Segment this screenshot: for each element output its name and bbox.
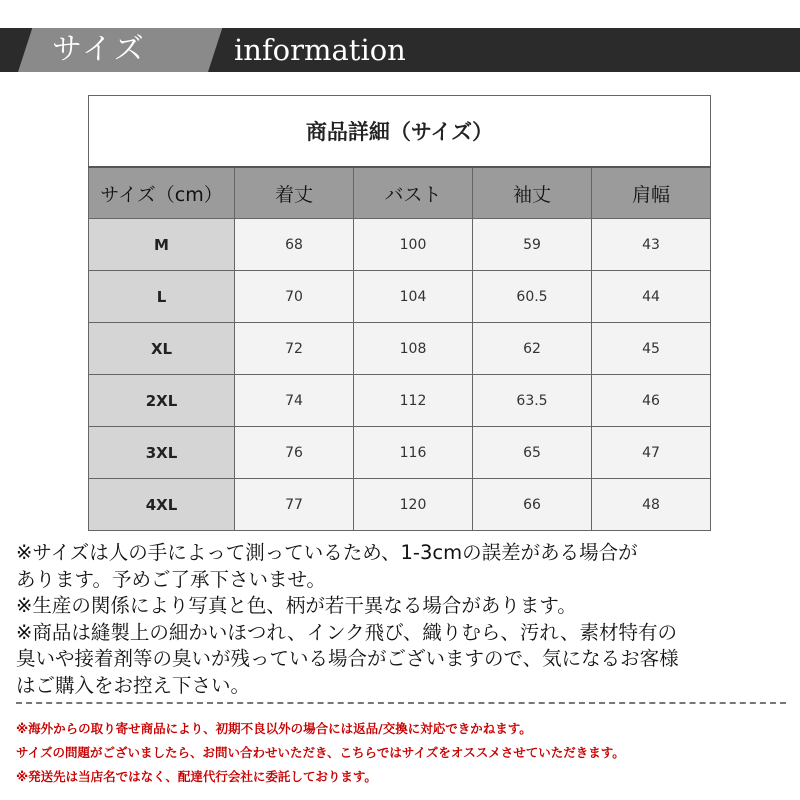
table-title: 商品詳細（サイズ） xyxy=(89,96,711,168)
column-header-shoulder: 肩幅 xyxy=(592,167,711,219)
bust-cell: 120 xyxy=(354,479,473,531)
sleeve-cell: 66 xyxy=(473,479,592,531)
shoulder-cell: 45 xyxy=(592,323,711,375)
warning-line: サイズの問題がございましたら、お問い合わせいただき、こちらではサイズをオススメさせていただきます。 xyxy=(16,745,625,760)
length-cell: 72 xyxy=(235,323,354,375)
bust-cell: 116 xyxy=(354,427,473,479)
column-header-sleeve: 袖丈 xyxy=(473,167,592,219)
size-table xyxy=(88,95,711,531)
note-line: ※サイズは人の手によって測っているため、1-3cmの誤差がある場合が xyxy=(16,541,638,564)
table-row xyxy=(89,479,711,531)
table-row xyxy=(89,427,711,479)
header-title-jp: サイズ xyxy=(52,32,146,67)
column-header-size: サイズ（cm） xyxy=(89,167,235,219)
sleeve-cell: 65 xyxy=(473,427,592,479)
bust-cell: 104 xyxy=(354,271,473,323)
bust-cell: 108 xyxy=(354,323,473,375)
note-line: はご購入をお控え下さい。 xyxy=(16,673,251,697)
shoulder-cell: 43 xyxy=(592,219,711,271)
sleeve-cell: 60.5 xyxy=(473,271,592,323)
note-line: 臭いや接着剤等の臭いが残っている場合がございますので、気になるお客様 xyxy=(16,647,679,670)
length-cell: 68 xyxy=(235,219,354,271)
sleeve-cell: 63.5 xyxy=(473,375,592,427)
header-title-en: information xyxy=(234,33,406,67)
warning-line: ※発送先は当店名ではなく、配達代行会社に委託しております。 xyxy=(16,769,377,784)
table-title-row xyxy=(89,96,711,168)
warnings-block xyxy=(16,717,791,789)
bust-cell: 112 xyxy=(354,375,473,427)
table-row xyxy=(89,375,711,427)
size-label-cell: XL xyxy=(89,323,235,375)
length-cell: 77 xyxy=(235,479,354,531)
note-line: ※商品は縫製上の細かいほつれ、インク飛び、織りむら、汚れ、素材特有の xyxy=(16,620,678,644)
size-label-cell: 2XL xyxy=(89,375,235,427)
dashed-divider xyxy=(16,702,786,704)
notes-block xyxy=(16,540,791,699)
shoulder-cell: 46 xyxy=(592,375,711,427)
sleeve-cell: 59 xyxy=(473,219,592,271)
table-row xyxy=(89,219,711,271)
column-header-length: 着丈 xyxy=(235,167,354,219)
note-line: あります。予めご了承下さいませ。 xyxy=(16,567,326,591)
length-cell: 76 xyxy=(235,427,354,479)
shoulder-cell: 44 xyxy=(592,271,711,323)
size-label-cell: 3XL xyxy=(89,427,235,479)
length-cell: 70 xyxy=(235,271,354,323)
warning-line: ※海外からの取り寄せ商品により、初期不良以外の場合には返品/交換に対応できかねます。 xyxy=(16,721,532,736)
section-header xyxy=(0,28,800,72)
size-label-cell: 4XL xyxy=(89,479,235,531)
table-row xyxy=(89,323,711,375)
shoulder-cell: 48 xyxy=(592,479,711,531)
size-label-cell: L xyxy=(89,271,235,323)
size-label-cell: M xyxy=(89,219,235,271)
table-header-row xyxy=(89,167,711,219)
length-cell: 74 xyxy=(235,375,354,427)
table-row xyxy=(89,271,711,323)
sleeve-cell: 62 xyxy=(473,323,592,375)
column-header-bust: バスト xyxy=(354,167,473,219)
bust-cell: 100 xyxy=(354,219,473,271)
note-line: ※生産の関係により写真と色、柄が若干異なる場合があります。 xyxy=(16,594,577,617)
shoulder-cell: 47 xyxy=(592,427,711,479)
